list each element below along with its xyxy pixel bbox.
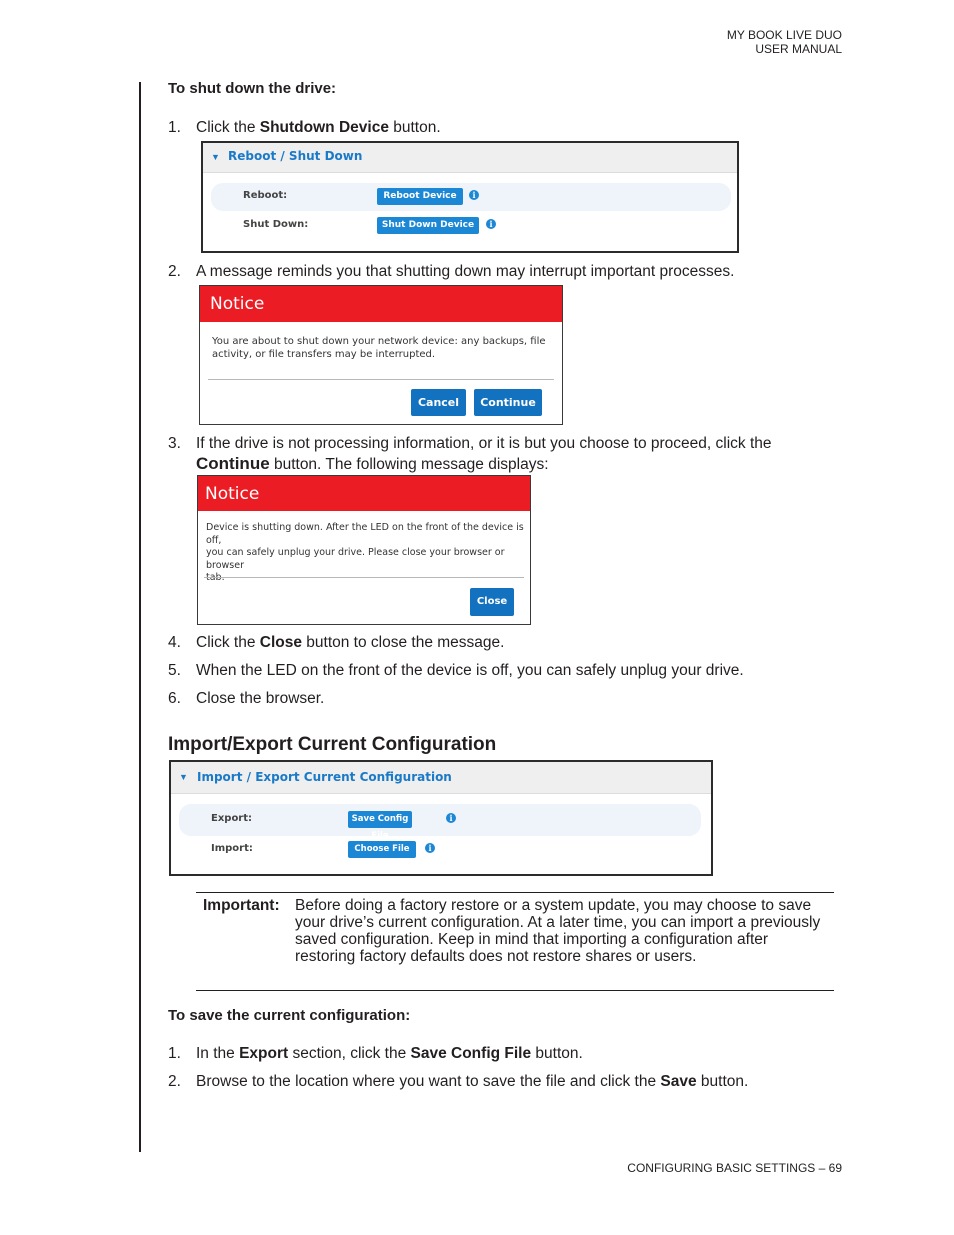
choose-file-button[interactable]: Choose File: [348, 841, 416, 858]
message-line: you can safely unplug your drive. Please close your browser or browser: [206, 547, 505, 571]
panel-header[interactable]: [203, 143, 737, 173]
step-text: Click the: [196, 634, 260, 651]
reboot-shutdown-panel: [201, 141, 739, 253]
running-footer: CONFIGURING BASIC SETTINGS – 69: [627, 1161, 842, 1175]
message-line: You are about to shut down your network device: any backups, file: [212, 336, 546, 347]
row-highlight: [179, 804, 701, 836]
step-number: 6.: [168, 690, 181, 707]
shut-down-device-button[interactable]: Shut Down Device: [377, 217, 479, 234]
info-icon[interactable]: i: [446, 813, 456, 823]
dialog-header: [200, 286, 562, 322]
reboot-device-button[interactable]: Reboot Device: [377, 188, 463, 205]
import-label: Import:: [211, 843, 253, 854]
step-bold: Export: [239, 1045, 289, 1062]
shutdown-step-4: [168, 633, 828, 653]
info-icon[interactable]: i: [486, 219, 496, 229]
dialog-title: Notice: [210, 294, 265, 314]
message-line: Device is shutting down. After the LED on the front of the device is off,: [206, 522, 524, 546]
important-label: Important:: [203, 897, 280, 914]
import-export-panel: [169, 760, 713, 876]
important-note: [196, 892, 834, 991]
save-config-heading: To save the current configuration:: [168, 1007, 411, 1024]
step-text: button.: [531, 1045, 583, 1062]
panel-title: Reboot / Shut Down: [228, 149, 363, 163]
step-bold: Continue: [196, 454, 270, 473]
shutdown-step-2: [168, 262, 828, 282]
step-text: In the: [196, 1045, 240, 1062]
message-line: [206, 572, 526, 585]
dialog-header: [198, 476, 530, 511]
divider: [208, 379, 554, 380]
reboot-label: Reboot:: [243, 190, 288, 201]
step-text: A message reminds you that shutting down may interrupt important processes.: [196, 263, 735, 280]
shutdown-step-3: [168, 434, 828, 474]
step-bold: Save Config File: [410, 1045, 532, 1062]
step-number: 2.: [168, 1073, 181, 1090]
panel-header[interactable]: [171, 762, 711, 794]
chevron-down-icon: ▼: [179, 772, 188, 782]
step-bold: Save: [660, 1073, 697, 1090]
step-text: When the LED on the front of the device is off, you can safely unplug your drive.: [196, 662, 744, 679]
info-icon[interactable]: i: [425, 843, 435, 853]
running-header: [727, 28, 842, 56]
step-text: Browse to the location where you want to save the file and click the: [196, 1073, 661, 1090]
step-text: If the drive is not processing information, or it is but you choose to proceed, click the: [196, 435, 772, 452]
step-number: 4.: [168, 634, 181, 651]
shutdown-step-6: [168, 689, 828, 709]
important-text: Before doing a factory restore or a system update, you may choose to save your drive’s current configuration. At a later time, you can import a previously saved configuration. Keep in mind that importing a configuration after restoring factory defaults does not restore shares or users.: [295, 897, 821, 965]
save-step-2: [168, 1072, 828, 1092]
shutdown-step-5: [168, 661, 828, 681]
chevron-down-icon: ▼: [211, 152, 220, 162]
step-number: 1.: [168, 119, 181, 136]
dialog-message: [212, 335, 552, 361]
step-bold: Shutdown Device: [259, 119, 389, 136]
step-text: button.: [388, 119, 441, 136]
save-config-file-button[interactable]: Save Config File: [348, 811, 412, 828]
panel-title: Import / Export Current Configuration: [197, 770, 452, 784]
notice-dialog-confirm: [199, 285, 563, 425]
step-bold: Close: [259, 634, 302, 651]
step-number: 3.: [168, 435, 181, 452]
save-step-1: [168, 1044, 828, 1064]
header-manual: USER MANUAL: [755, 42, 842, 56]
section-title: Import/Export Current Configuration: [168, 734, 497, 755]
step-text: button to close the message.: [301, 634, 505, 651]
step-text: Click the: [196, 119, 260, 136]
shutdown-step-1: [168, 118, 828, 138]
message-line: activity, or file transfers may be interrupted.: [212, 349, 436, 360]
shutdown-heading: To shut down the drive:: [168, 80, 337, 97]
notice-dialog-shutting-down: [197, 475, 531, 625]
step-text: Close the browser.: [196, 690, 325, 707]
margin-rule: [139, 82, 141, 1152]
export-label: Export:: [211, 813, 253, 824]
shutdown-label: Shut Down:: [243, 219, 309, 230]
dialog-message: [206, 522, 526, 585]
step-number: 5.: [168, 662, 181, 679]
dialog-title: Notice: [205, 484, 260, 504]
cancel-button[interactable]: Cancel: [411, 389, 466, 416]
step-number: 2.: [168, 263, 181, 280]
header-product: MY BOOK LIVE DUO: [726, 28, 842, 42]
close-button[interactable]: Close: [470, 588, 514, 616]
divider: [204, 577, 524, 578]
info-icon[interactable]: i: [469, 190, 479, 200]
step-text: button. The following message displays:: [269, 456, 549, 473]
continue-button[interactable]: Continue: [474, 389, 542, 416]
step-text: section, click the: [288, 1045, 411, 1062]
step-number: 1.: [168, 1045, 181, 1062]
step-text: button.: [696, 1073, 749, 1090]
